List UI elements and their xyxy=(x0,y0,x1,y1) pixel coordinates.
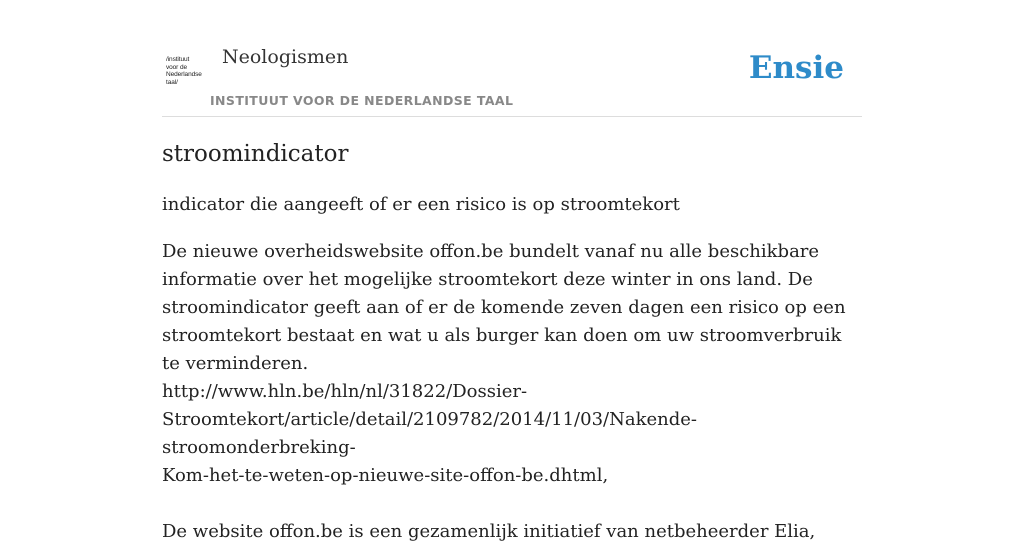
logo-line: Nederlandse xyxy=(166,71,202,78)
quote-spacer xyxy=(162,490,862,518)
quote-source-line: http://www.hln.be/hln/nl/31822/Dossier- xyxy=(162,381,528,402)
entry-term: stroomindicator xyxy=(162,141,349,167)
quote-text: De nieuwe overheidswebsite offon.be bundelt vanaf nu alle beschikbare informatie over het mogelijke stroomtekort deze winter in ons land. De stroomindicator geeft aan of er de komende zeven dagen een risico op een stroomtekort bestaat en wat u als burger kan doen om uw stroomverbruik te verminderen. xyxy=(162,241,846,374)
ensie-brand-link[interactable]: Ensie xyxy=(748,50,844,86)
entry-quote xyxy=(162,238,862,546)
logo-line: taal/ xyxy=(166,78,178,86)
quote-source-line: Stroomtekort/article/detail/2109782/2014/11/03/Nakende-stroomonderbreking- xyxy=(162,409,697,458)
logo-line: /instituut xyxy=(166,56,190,63)
entry-definition: indicator die aangeeft of er een risico is op stroomtekort xyxy=(162,194,680,215)
quote-source-line: Kom-het-te-weten-op-nieuwe-site-offon-be.dhtml, xyxy=(162,465,609,486)
site-subtitle: INSTITUUT VOOR DE NEDERLANDSE TAAL xyxy=(210,93,514,108)
ivdnt-logo[interactable] xyxy=(166,56,206,88)
entry-content xyxy=(162,138,862,546)
header xyxy=(162,40,862,117)
logo-line: voor de xyxy=(166,63,187,71)
quote-text: De website offon.be is een gezamenlijk initiatief van netbeheerder Elia, xyxy=(162,521,816,542)
site-title[interactable]: Neologismen xyxy=(222,46,349,68)
